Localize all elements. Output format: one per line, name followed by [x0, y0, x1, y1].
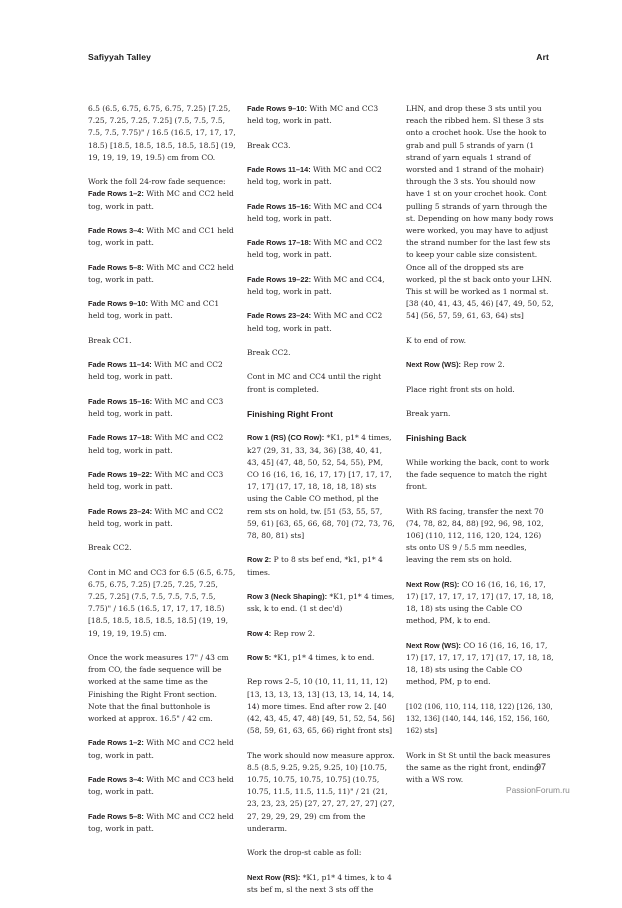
row-label: Fade Rows 15–16:	[88, 396, 153, 406]
paragraph-break-cc2: Break CC2.	[247, 347, 291, 357]
paragraph-break-cc1: Break CC1.	[88, 335, 132, 345]
row-label: Fade Rows 19–22:	[247, 274, 312, 284]
row-text: With MC and CC1 held tog, work in patt.	[88, 226, 234, 248]
row-text: *K1, p1* 4 times, k to end.	[271, 652, 375, 662]
paragraph-k-to-end: K to end of row.	[406, 335, 467, 345]
row-label: Next Row (RS):	[247, 872, 301, 882]
row-label: Row 1 (RS) (CO Row):	[247, 433, 325, 443]
row-label: Fade Rows 1–2:	[88, 189, 144, 199]
row-text: With MC and CC1 held tog, work in patt.	[88, 299, 220, 321]
fade-rows-group-b	[88, 359, 236, 530]
row-text: With MC and CC3 held tog, work in patt.	[247, 104, 379, 126]
paragraph-repeat-rows: Rep rows 2–5, 10 (10, 11, 11, 11, 12) [13, 13, 13, 13, 13] (13, 13, 14, 14, 14, 14) more times. End after row 2. [40 (42, 43, 45, 47, 48) [49, 51, 52, 54, 56] (58, 59, 61, 63, 65, 66) right front sts]	[247, 677, 395, 736]
heading-finishing-right-front: Finishing Right Front	[247, 408, 333, 419]
row-label: Fade Rows 17–18:	[88, 433, 153, 443]
column-1	[88, 103, 236, 847]
row-label: Fade Rows 1–2:	[88, 738, 144, 748]
row-label: Fade Rows 23–24:	[88, 506, 153, 516]
fade-row	[88, 469, 236, 493]
paragraph-drop-st-cable: Work the drop-st cable as foll:	[247, 848, 362, 858]
paragraph-stitch-count: [102 (106, 110, 114, 118, 122) [126, 130, 132, 136] (140, 144, 146, 152, 156, 160, 162) sts]	[406, 702, 553, 736]
fade-row	[88, 506, 236, 530]
row-text: CO 16 (16, 16, 16, 17, 17) [17, 17, 17, 17, 17] (17, 17, 18, 18, 18, 18) sts using the Cable CO method, PM, p to end.	[406, 640, 554, 687]
fade-rows-group-c	[88, 737, 236, 835]
watermark: PassionForum.ru	[506, 785, 570, 795]
row-label: Fade Rows 19–22:	[88, 469, 153, 479]
paragraph-cont-cc4: Cont in MC and CC4 until the right front is completed.	[247, 372, 382, 394]
paragraph-transfer-sts: With RS facing, transfer the next 70 (74, 78, 82, 84, 88) [92, 96, 98, 102, 106] (110, 112, 116, 120, 124, 126) sts onto US 9 / 5.5 mm needles, leaving the rem sts on hold.	[406, 506, 544, 565]
paragraph-break-cc3: Break CC3.	[247, 140, 291, 150]
row-text: *K1, p1* 4 times, ssk, k to end. (1 st dec'd)	[247, 591, 395, 614]
fade-row	[247, 201, 395, 225]
instruction-row-1	[247, 432, 395, 542]
fade-row	[88, 811, 236, 835]
fade-row	[247, 310, 395, 334]
paragraph-break-yarn: Break yarn.	[406, 409, 451, 419]
row-label: Fade Rows 11–14:	[88, 360, 152, 370]
instruction-next-row-rs	[247, 872, 395, 896]
paragraph-fade-intro: Work the foll 24-row fade sequence:	[88, 177, 226, 187]
row-label: Fade Rows 3–4:	[88, 774, 144, 784]
instruction-row-2	[247, 554, 395, 578]
page-number: 97	[536, 762, 547, 772]
row-text: With MC and CC2 held tog, work in patt.	[88, 262, 234, 284]
row-label: Fade Rows 5–8:	[88, 811, 144, 821]
row-text: CO 16 (16, 16, 16, 17, 17) [17, 17, 17, 17, 17] (17, 17, 18, 18, 18, 18) sts using the Cable CO method, PM, k to end.	[406, 579, 554, 626]
row-label: Fade Rows 11–14:	[247, 164, 311, 174]
fade-row	[88, 262, 236, 286]
fade-row	[88, 298, 236, 322]
row-label: Next Row (WS):	[406, 640, 462, 650]
section-name: Art	[536, 52, 549, 62]
fade-row	[247, 164, 395, 188]
paragraph-st-st: Work in St St until the back measures the same as the right front, ending with a WS row.	[406, 750, 551, 784]
fade-rows-group-a	[88, 188, 236, 322]
row-label: Fade Rows 17–18:	[247, 238, 312, 248]
row-text: With MC and CC2 held tog, work in patt.	[247, 164, 382, 187]
fade-row	[247, 103, 395, 127]
row-label: Row 5:	[247, 652, 272, 662]
row-label: Fade Rows 9–10:	[247, 104, 307, 113]
row-text: With MC and CC2 held tog, work in patt.	[88, 189, 234, 211]
paragraph-measurement: 6.5 (6.5, 6.75, 6.75, 6.75, 7.25) [7.25, 7.25, 7.25, 7.25, 7.25] (7.5, 7.5, 7.5, 7.5, 7.5, 7.75)" / 16.5 (16.5, 17, 17, 17, 18.5) [18.5, 18.5, 18.5, 18.5, 18.5] (19, 19, 19, 19, 19, 19.5) cm from CO.	[88, 104, 236, 162]
instruction-row-5	[247, 652, 395, 664]
fade-row	[247, 237, 395, 261]
row-text: With MC and CC2 held tog, work in patt.	[247, 311, 383, 333]
row-text: Rep row 2.	[461, 360, 505, 370]
fade-row	[88, 396, 236, 420]
row-text: *K1, p1* 4 times, k27 (29, 31, 33, 34, 36) [38, 40, 41, 43, 45] (47, 48, 50, 52, 54, 55), PM, CO 16 (16, 16, 16, 17, 17) [17, 17, 17, 17, 17] (17, 17, 18, 18, 18, 18) sts using the Cable CO method, pl the rem sts on hold, tw. [51 (53, 55, 57, 59, 61) [63, 65, 66, 68, 70] (72, 73, 76, 78, 80, 81) sts]	[247, 433, 395, 540]
paragraph-fade-timing: Once the work measures 17" / 43 cm from CO, the fade sequence will be worked at the same time as the Finishing the Right Front section. Note that the final buttonhole is worked at approx. 16.5" / 42 cm.	[88, 652, 229, 723]
row-label: Fade Rows 3–4:	[88, 226, 144, 235]
column-3	[406, 103, 554, 798]
fade-row	[88, 737, 236, 761]
row-text: With MC and CC2 held tog, work in patt.	[88, 811, 234, 833]
heading-finishing-back: Finishing Back	[406, 433, 467, 444]
instruction-row-4	[247, 628, 395, 640]
fade-row	[88, 188, 236, 212]
row-label: Row 3 (Neck Shaping):	[247, 591, 328, 601]
instruction-row-3	[247, 591, 395, 615]
instruction-next-row-ws	[406, 359, 554, 371]
row-label: Row 4:	[247, 628, 272, 638]
fade-row	[247, 274, 395, 298]
fade-row	[88, 359, 236, 383]
row-label: Row 2:	[247, 555, 272, 565]
row-text: With MC and CC4 held tog, work in patt.	[247, 201, 383, 223]
fade-row	[88, 774, 236, 798]
paragraph-while-working: While working the back, cont to work the fade sequence to match the right front.	[406, 457, 550, 492]
row-label: Fade Rows 9–10:	[88, 299, 148, 309]
row-text: With MC and CC3 held tog, work in patt.	[88, 469, 224, 492]
author-name: Safiyyah Talley	[88, 52, 151, 62]
fade-row	[88, 225, 236, 249]
row-label: Fade Rows 5–8:	[88, 262, 144, 272]
row-text: With MC and CC2 held tog, work in patt.	[247, 238, 383, 260]
instruction-next-row-ws	[406, 640, 554, 689]
paragraph-drop-stitches: LHN, and drop these 3 sts until you reach the ribbed hem. Sl these 3 sts onto a crochet hook. Use the hook to grab and pull 5 strands of yarn (1 strand of yarn equals 1 strand of worsted and 1 strand of the mohair) through the 3 sts. You should now have 1 st on your crochet hook. Cont pulling 5 strands of yarn through the st. Depending on how many body rows were worked, you may have to adjust the strand number for the last few sts to keep your cable size consistent. Once all of the dropped sts are worked, pl the st back onto your LHN. This st will be worked as 1 normal st. [38 (40, 41, 43, 45, 46) [47, 49, 50, 52, 54] (56, 57, 59, 61, 63, 64) sts]	[406, 104, 554, 321]
paragraph-measure-approx: The work should now measure approx. 8.5 (8.5, 9.25, 9.25, 9.25, 10) [10.75, 10.75, 10.75, 10.75, 10.75] (10.75, 10.75, 11.5, 11.5, 11.5, 11)" / 21 (21, 23, 23, 23, 25) [27, 27, 27, 27, 27] (27, 27, 29, 29, 29, 29) cm from the underarm.	[247, 750, 395, 833]
paragraph-place-on-hold: Place right front sts on hold.	[406, 384, 515, 394]
row-label: Next Row (WS):	[406, 360, 462, 370]
row-text: With MC and CC2 held tog, work in patt.	[88, 360, 223, 382]
column-2	[247, 103, 395, 908]
row-text: With MC and CC3 held tog, work in patt.	[88, 396, 224, 418]
paragraph-break-cc2: Break CC2.	[88, 543, 132, 553]
row-text: Rep row 2.	[271, 628, 315, 638]
row-text: With MC and CC4, held tog, work in patt.	[247, 274, 385, 296]
row-text: With MC and CC2 held tog, work in patt.	[88, 433, 224, 455]
row-label: Next Row (RS):	[406, 579, 460, 589]
fade-row	[88, 432, 236, 456]
row-text: *K1, p1* 4 times, k to 4 sts bef m, sl the next 3 sts off the	[247, 872, 392, 894]
row-text: With MC and CC2 held tog, work in patt.	[88, 738, 234, 760]
row-label: Fade Rows 23–24:	[247, 311, 312, 321]
paragraph-cont-cc3: Cont in MC and CC3 for 6.5 (6.5, 6.75, 6.75, 6.75, 7.25) [7.25, 7.25, 7.25, 7.25, 7.25] (7.5, 7.5, 7.5, 7.5, 7.5, 7.75)" / 16.5 (16.5, 17, 17, 17, 18.5) [18.5, 18.5, 18.5, 18.5, 18.5] (19, 19, 19, 19, 19, 19.5) cm.	[88, 567, 236, 638]
row-text: With MC and CC2 held tog, work in patt.	[88, 506, 224, 528]
row-label: Fade Rows 15–16:	[247, 201, 312, 211]
row-text: P to 8 sts bef end, *k1, p1* 4 times.	[247, 555, 383, 577]
row-text: With MC and CC3 held tog, work in patt.	[88, 774, 234, 797]
instruction-next-row-rs	[406, 579, 554, 628]
